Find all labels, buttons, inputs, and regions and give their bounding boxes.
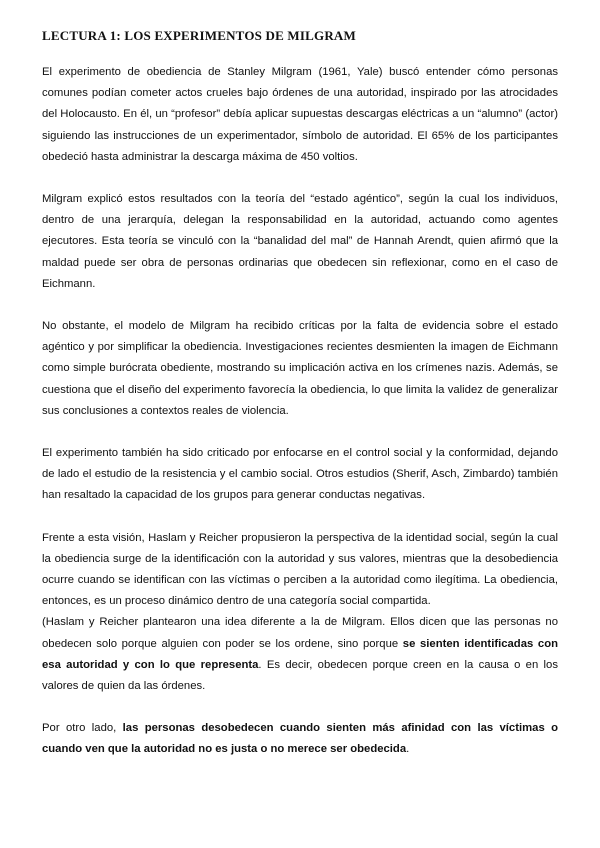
paragraph-3: No obstante, el modelo de Milgram ha recibido críticas por la falta de evidencia sobre el estado agéntico y por simplificar la obediencia. Investigaciones recientes desmienten la imagen de Eichmann como simple burócrata obediente, mostrando su implicación activa en los crímenes nazis. Además, se cuestiona que el diseño del experimento favorecía la obediencia, lo que limita la validez de generalizar sus conclusiones a contextos reales de violencia.: [42, 320, 558, 417]
paragraph-7-bold: las personas desobedecen cuando sienten más afinidad con las víctimas o cuando ven que la autoridad no es justa o no merece ser obedecida: [42, 722, 558, 756]
paragraph-7-text: Por otro lado,: [42, 722, 123, 735]
paragraph-1: El experimento de obediencia de Stanley Milgram (1961, Yale) buscó entender cómo personas comunes podían cometer actos crueles bajo órdenes de una autoridad, inspirado por las atrocidades del Holocausto. En él, un “profesor” debía aplicar supuestas descargas eléctricas a un “alumno” (actor) siguiendo las instrucciones de un experimentador, símbolo de autoridad. El 65% de los participantes obedeció hasta administrar la descarga máxima de 450 voltios.: [42, 66, 558, 163]
document-page: [42, 28, 558, 782]
paragraph-5: Frente a esta visión, Haslam y Reicher propusieron la perspectiva de la identidad social, según la cual la obediencia surge de la identificación con la autoridad y sus valores, mientras que la desobediencia ocurre cuando se identifican con las víctimas o perciben a la autoridad como ilegítima. La obediencia, entonces, es un proceso dinámico dentro de una categoría social compartida.: [42, 531, 558, 608]
paragraph-6-end: . Es decir, obedecen porque creen en la causa o en los valores de quien da las órdenes.: [42, 658, 558, 693]
paragraph-6-text: (Haslam y Reicher plantearon una idea diferente a la de Milgram. Ellos dicen que las personas no obedecen solo porque alguien con poder se los ordene, sino porque: [42, 616, 558, 650]
paragraph-2: Milgram explicó estos resultados con la teoría del “estado agéntico”, según la cual los individuos, dentro de una jerarquía, delegan la responsabilidad en la autoridad, actuando como agentes ejecutores. Esta teoría se vinculó con la “banalidad del mal” de Hannah Arendt, quien afirmó que la maldad puede ser obra de personas ordinarias que obedecen sin reflexionar, como en el caso de Eichmann.: [42, 193, 558, 290]
paragraph-6-bold: se sienten identificadas con esa autoridad y con lo que representa: [42, 637, 558, 671]
paragraph-7: [42, 718, 558, 760]
document-title: LECTURA 1: LOS EXPERIMENTOS DE MILGRAM: [42, 28, 356, 43]
paragraph-4: El experimento también ha sido criticado por enfocarse en el control social y la conformidad, dejando de lado el estudio de la resistencia y el cambio social. Otros estudios (Sherif, Asch, Zimbardo) también han resaltado la capacidad de los grupos para generar conductas negativas.: [42, 447, 558, 502]
paragraph-7-end: .: [406, 743, 410, 756]
paragraph-6: [42, 612, 558, 697]
